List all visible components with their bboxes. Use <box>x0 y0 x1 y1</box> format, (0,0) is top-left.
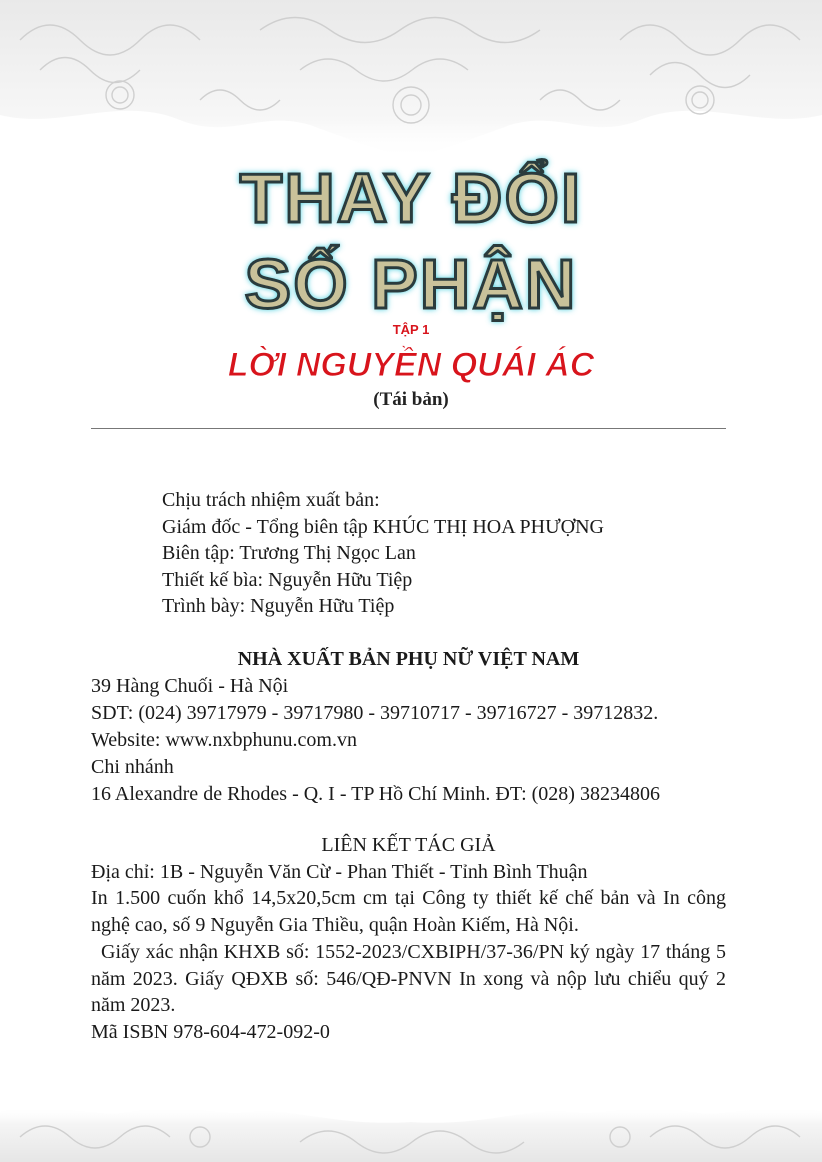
book-title-artwork <box>0 150 822 420</box>
book-subtitle: LỜI NGUYỀN QUÁI ÁC <box>227 346 595 384</box>
publisher-name: NHÀ XUẤT BẢN PHỤ NỮ VIỆT NAM <box>237 648 580 670</box>
credit-line: Trình bày: Nguyễn Hữu Tiệp <box>162 595 395 618</box>
credit-line: Biên tập: Trương Thị Ngọc Lan <box>162 542 416 565</box>
publisher-info <box>91 646 726 808</box>
branch-label: Chi nhánh <box>91 756 174 778</box>
credit-line: Chịu trách nhiệm xuất bản: <box>162 489 380 511</box>
credit-line: Thiết kế bìa: Nguyễn Hữu Tiệp <box>162 568 413 591</box>
divider-line <box>91 428 726 429</box>
title-line-1: THAY ĐỔI <box>239 159 583 237</box>
isbn: Mã ISBN 978-604-472-092-0 <box>91 1020 330 1043</box>
title-line-2: SỐ PHẬN <box>244 245 578 323</box>
edition-label: (Tái bản) <box>373 389 449 410</box>
license-info: Giấy xác nhận KHXB số: 1552-2023/CXBIPH/37-36/PN ký ngày 17 tháng 5 năm 2023. Giấy QĐXB số: 546/QĐ-PNVN In xong và nộp lưu chiểu quý 2 năm 2023. <box>91 940 726 1017</box>
liaison-heading: LIÊN KẾT TÁC GIẢ <box>321 834 496 856</box>
branch-address: 16 Alexandre de Rhodes - Q. I - TP Hồ Chí Minh. ĐT: (028) 38234806 <box>91 783 660 805</box>
volume-label: TẬP 1 <box>392 322 430 337</box>
decorative-cloud-pattern-bottom <box>0 1082 822 1162</box>
decorative-cloud-pattern-top <box>0 0 822 170</box>
publisher-address: 39 Hàng Chuối - Hà Nội <box>91 675 289 697</box>
publisher-website: Website: www.nxbphunu.com.vn <box>91 729 357 751</box>
publisher-phone: SDT: (024) 39717979 - 39717980 - 39710717 - 39716727 - 39712832. <box>91 702 659 724</box>
credit-line: Giám đốc - Tổng biên tập KHÚC THỊ HOA PHƯỢNG <box>162 515 604 538</box>
print-info: In 1.500 cuốn khổ 14,5x20,5cm cm tại Công ty thiết kế chế bản và In công nghệ cao, số 9 Nguyễn Gia Thiều, quận Hoàn Kiếm, Hà Nội. <box>91 887 726 937</box>
author-liaison-info <box>91 832 726 1046</box>
liaison-address: Địa chỉ: 1B - Nguyễn Văn Cừ - Phan Thiết - Tỉnh Bình Thuận <box>91 860 588 883</box>
publishing-credits <box>162 487 762 620</box>
